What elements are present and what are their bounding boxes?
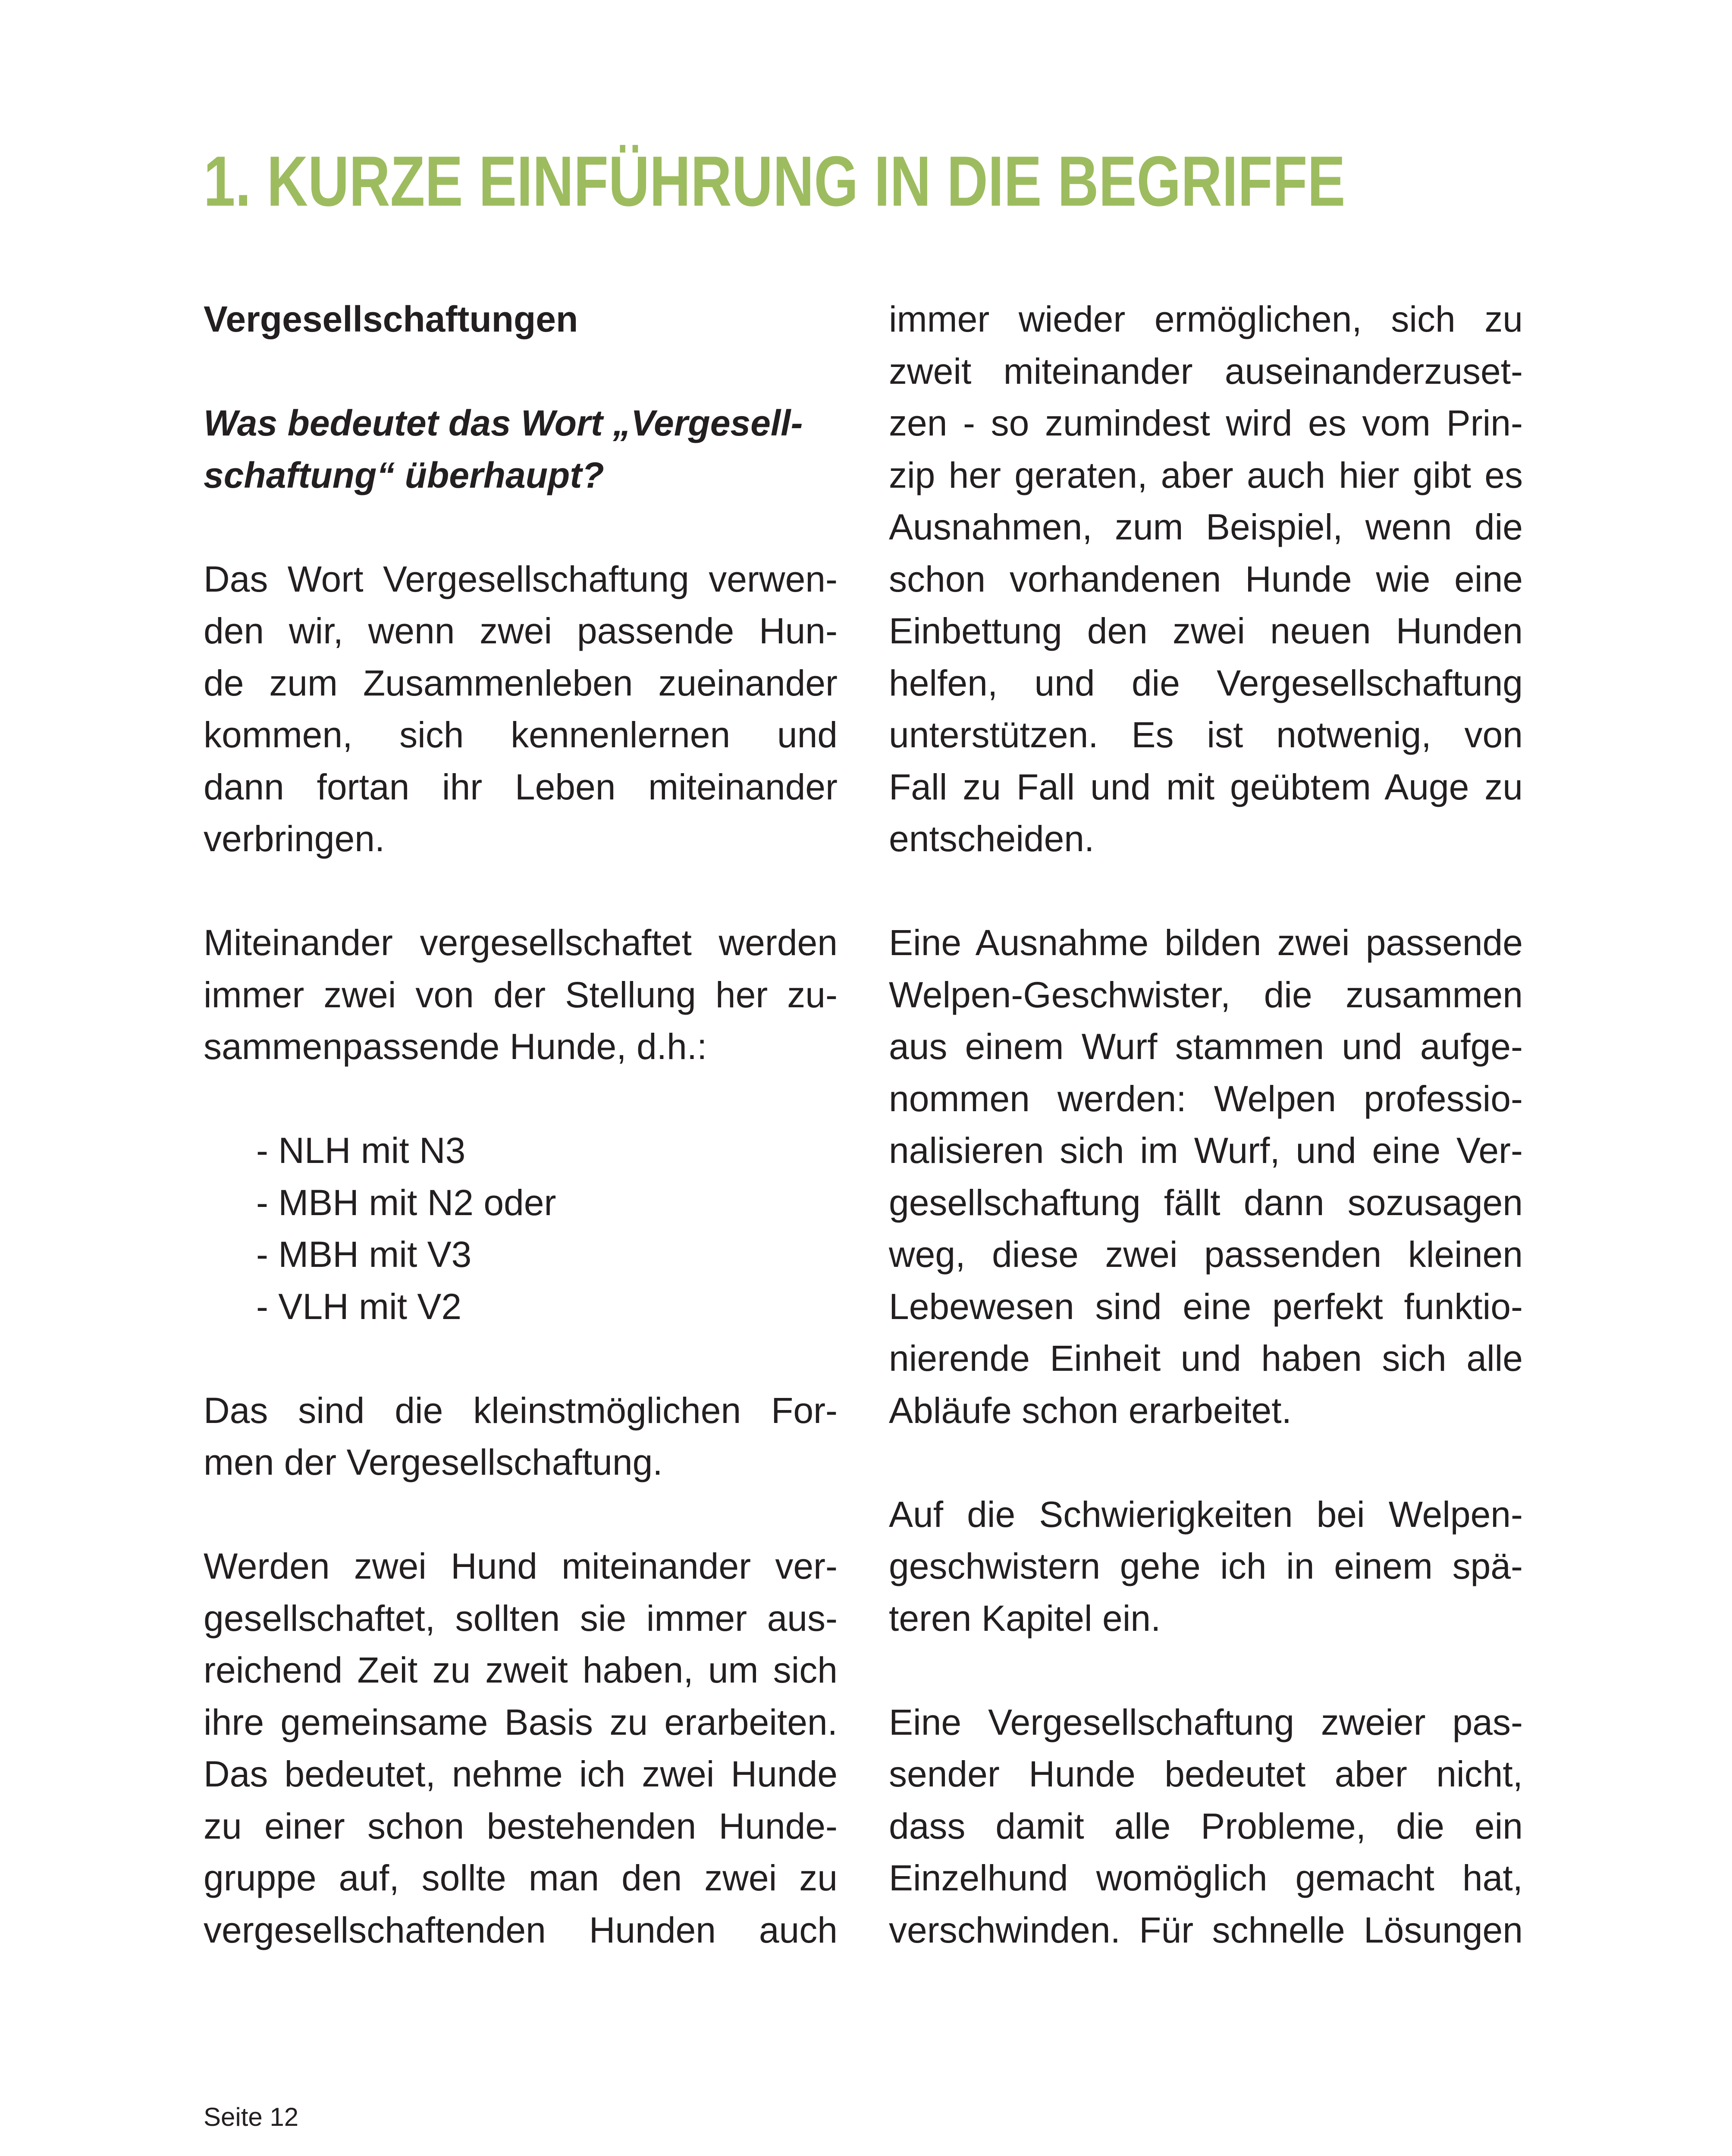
text-line: Einbettung den zwei neuen Hunden <box>889 611 1523 651</box>
text-line: aus einem Wurf stammen und aufge- <box>889 1026 1523 1067</box>
text-line: verschwinden. Für schnelle Lösungen <box>889 1909 1523 1950</box>
text-line: Eine Vergesellschaftung zweier pas- <box>889 1702 1523 1742</box>
subheading: Vergesellschaftungen <box>204 299 578 339</box>
text-line: verbringen. <box>204 818 385 859</box>
text-line: nalisieren sich im Wurf, und eine Ver- <box>889 1130 1523 1171</box>
text-line: men der Vergesellschaftung. <box>204 1442 663 1482</box>
text-line: Lebewesen sind eine perfekt funktio- <box>889 1286 1523 1327</box>
text-line: teren Kapitel ein. <box>889 1598 1161 1639</box>
text-line: weg, diese zwei passenden kleinen <box>889 1234 1523 1275</box>
text-line: schon vorhandenen Hunde wie eine <box>889 558 1523 599</box>
text-line: Werden zwei Hund miteinander ver- <box>204 1546 838 1586</box>
text-line: zu einer schon bestehenden Hunde- <box>204 1805 838 1846</box>
text-line: dass damit alle Probleme, die ein <box>889 1805 1523 1846</box>
text-line: Einzelhund womöglich gemacht hat, <box>889 1858 1523 1898</box>
list-item: - MBH mit N2 oder <box>256 1182 556 1223</box>
text-line: Auf die Schwierigkeiten bei Welpen- <box>889 1494 1523 1535</box>
text-line: de zum Zusammenleben zueinander <box>204 662 838 703</box>
text-line: Fall zu Fall und mit geübtem Auge zu <box>889 766 1523 807</box>
text-line: dann fortan ihr Leben miteinander <box>204 766 838 807</box>
right-column <box>889 293 1523 1956</box>
paragraph <box>204 553 838 865</box>
text-line: Welpen-Geschwister, die zusammen <box>889 974 1523 1015</box>
text-line: Abläufe schon erarbeitet. <box>889 1390 1292 1431</box>
text-line: gesellschaftung fällt dann sozusagen <box>889 1182 1523 1223</box>
paragraph <box>889 917 1523 1436</box>
text-line: immer wieder ermöglichen, sich zu <box>889 299 1523 339</box>
question-heading <box>204 397 838 501</box>
list-item: - NLH mit N3 <box>256 1130 466 1171</box>
text-line: vergesellschaftenden Hunden auch <box>204 1909 838 1950</box>
text-line: sammenpassende Hunde, d.h.: <box>204 1026 707 1067</box>
text-line: zip her geraten, aber auch hier gibt es <box>889 454 1523 495</box>
text-line: entscheiden. <box>889 818 1095 859</box>
pairing-list <box>204 1125 838 1332</box>
paragraph <box>889 1489 1523 1645</box>
subheading-block <box>204 293 838 345</box>
chapter-title: 1. KURZE EINFÜHRUNG IN DIE BEGRIFFE <box>204 141 1346 221</box>
text-line: gesellschaftet, sollten sie immer aus- <box>204 1598 838 1639</box>
text-line: reichend Zeit zu zweit haben, um sich <box>204 1650 838 1690</box>
paragraph <box>204 1385 838 1489</box>
text-line: den wir, wenn zwei passende Hun- <box>204 611 838 651</box>
text-line: Das sind die kleinstmöglichen For- <box>204 1390 838 1431</box>
paragraph <box>889 1696 1523 1956</box>
text-line: Was bedeutet das Wort „Vergesell- <box>204 403 803 443</box>
text-line: Miteinander vergesellschaftet werden <box>204 922 838 963</box>
text-line: zweit miteinander auseinanderzuset- <box>889 351 1523 392</box>
text-line: schaftung“ überhaupt? <box>204 454 604 495</box>
text-line: immer zwei von der Stellung her zu- <box>204 974 838 1015</box>
text-line: Eine Ausnahme bilden zwei passende <box>889 922 1523 963</box>
text-line: gruppe auf, sollte man den zwei zu <box>204 1858 838 1898</box>
paragraph <box>889 293 1523 865</box>
list-item: - VLH mit V2 <box>256 1286 462 1327</box>
text-line: Ausnahmen, zum Beispiel, wenn die <box>889 507 1523 547</box>
text-line: geschwistern gehe ich in einem spä- <box>889 1546 1523 1586</box>
text-line: ihre gemeinsame Basis zu erarbeiten. <box>204 1702 838 1742</box>
text-line: kommen, sich kennenlernen und <box>204 714 838 755</box>
left-column <box>204 293 838 1956</box>
paragraph <box>204 1540 838 1956</box>
text-line: zen - so zumindest wird es vom Prin- <box>889 403 1523 443</box>
list-item: - MBH mit V3 <box>256 1234 472 1275</box>
text-line: helfen, und die Vergesellschaftung <box>889 662 1523 703</box>
paragraph <box>204 917 838 1073</box>
page-number: Seite 12 <box>204 2103 299 2131</box>
text-line: sender Hunde bedeutet aber nicht, <box>889 1754 1523 1794</box>
text-line: Das Wort Vergesellschaftung verwen- <box>204 558 838 599</box>
text-line: nommen werden: Welpen professio- <box>889 1078 1523 1119</box>
text-line: unterstützen. Es ist notwenig, von <box>889 714 1523 755</box>
text-line: nierende Einheit und haben sich alle <box>889 1338 1523 1379</box>
text-line: Das bedeutet, nehme ich zwei Hunde <box>204 1754 838 1794</box>
